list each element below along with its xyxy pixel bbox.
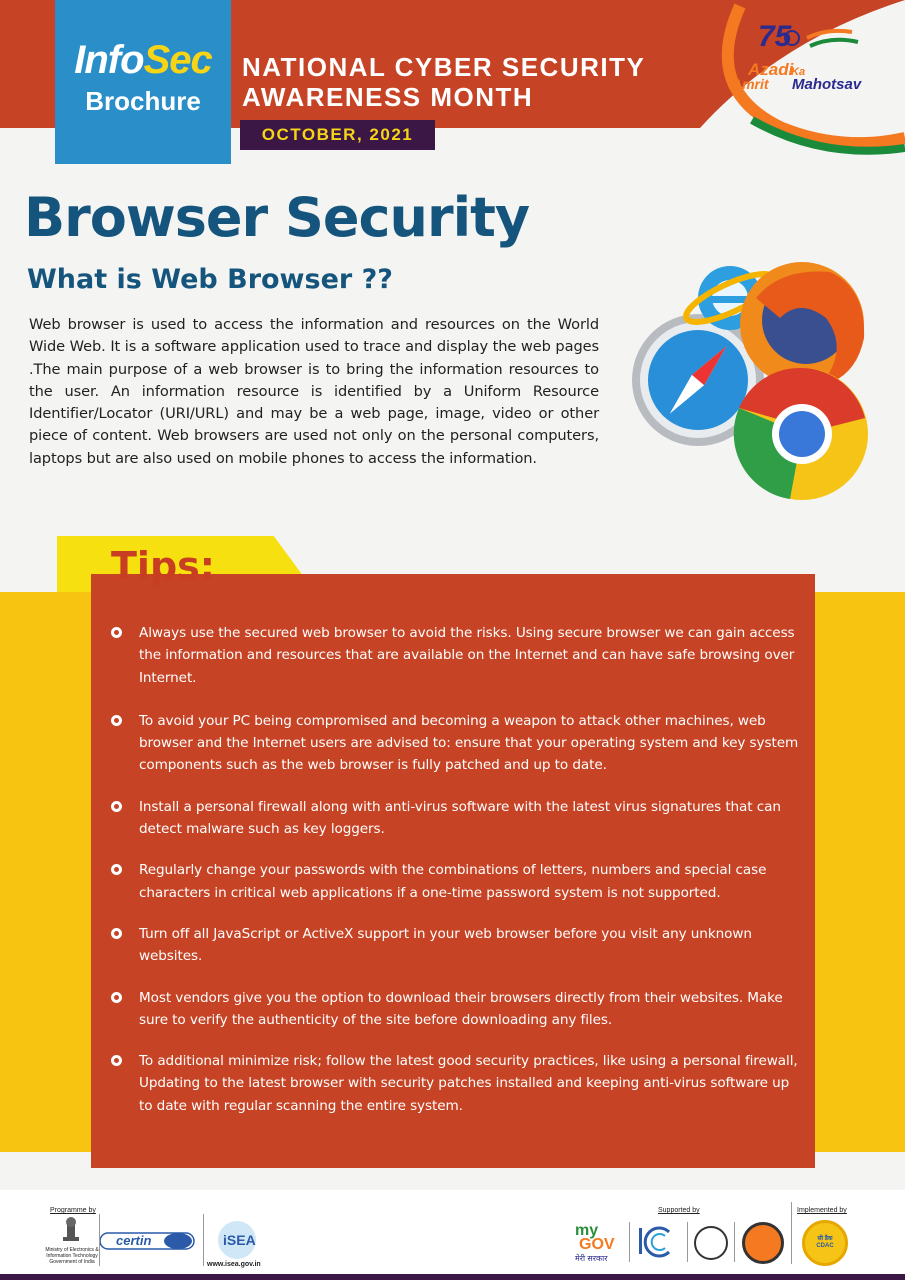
list-item: Regularly change your passwords with the combinations of letters, numbers and special case characters in critical web applications if a one-time password system is not supported. [110,859,800,904]
divider [203,1214,204,1266]
list-item: Turn off all JavaScript or ActiveX support in your web browser before you visit any unknown websites. [110,923,800,968]
cyber-jagrookta-logo-icon [742,1222,784,1264]
ic-logo [635,1222,685,1262]
tips-heading: Tips: [111,544,215,588]
list-item: Always use the secured web browser to avoid the risks. Using secure browser we can gain access the information and resources that are available on the Internet and can have safe browsing over Internet. [110,622,800,689]
ministry-label: Ministry of Electronics & Information Technology Government of India [45,1247,99,1265]
circle-bullet-icon [111,928,122,939]
list-item: Most vendors give you the option to download their browsers directly from their websites. Make sure to verify the authenticity of the site before downloading any files. [110,987,800,1032]
infosec-logo: InfoSec Brochure [55,0,231,164]
brochure-label: Brochure [85,86,201,116]
section-subtitle: What is Web Browser ?? [27,264,393,295]
emblem-icon [60,1217,82,1243]
divider [791,1202,792,1264]
cyber-surakshit-seal-icon [694,1226,728,1260]
tips-list [110,622,800,1117]
browser-icons-illustration [630,258,880,508]
circle-bullet-icon [111,864,122,875]
mygov-logo: my GOV मेरी सरकार [575,1222,615,1263]
azadi-ka-amrit-mahotsav-logo: 75 Azadi Ka Amrit Mahotsav [712,0,905,160]
firefox-icon [740,262,864,386]
circle-bullet-icon [111,715,122,726]
intro-paragraph: Web browser is used to access the information and resources on the World Wide Web. It is a software application used to trace and display the web pages .The main purpose of a web browser is to bring the information resources to the user. An information resource is identified by a Uniform Resource Identifier/Locator (URI/URL) and may be a web page, image, video or other piece of content. Web browsers are used not only on the personal computers, laptops but are also used on mobile phones to access the information. [29,316,599,467]
campaign-title: NATIONAL CYBER SECURITY AWARENESS MONTH [242,52,646,112]
supported-by-label: Supported by [658,1207,700,1214]
cdac-logo: सी डैक CDAC [802,1220,848,1266]
list-item: To avoid your PC being compromised and becoming a weapon to attack other machines, web browser and the Internet users are advised to: ensure that your operating system and key system components such as the web browser is fully patched and up to date. [110,710,800,777]
circle-bullet-icon [111,992,122,1003]
cert-in-logo: certin [100,1230,196,1252]
footer-strip [0,1274,905,1280]
isea-url: www.isea.gov.in [207,1261,261,1268]
divider [629,1222,630,1262]
circle-bullet-icon [111,627,122,638]
list-item: To additional minimize risk; follow the latest good security practices, like using a personal firewall, Updating to the latest browser with security patches installed and keeping anti-virus software up to date with regular scanning the entire system. [110,1050,800,1117]
chrome-icon [734,368,868,500]
campaign-date: OCTOBER, 2021 [240,120,435,150]
divider [687,1222,688,1262]
list-item: Install a personal firewall along with anti-virus software with the latest virus signatures that can detect malware such as key loggers. [110,796,800,841]
divider [734,1222,735,1262]
circle-bullet-icon [111,1055,122,1066]
programme-by-label: Programme by [50,1207,96,1214]
page-title: Browser Security [24,186,530,249]
implemented-by-label: Implemented by [797,1207,847,1214]
isea-logo: iSEA [214,1220,260,1260]
circle-bullet-icon [111,801,122,812]
